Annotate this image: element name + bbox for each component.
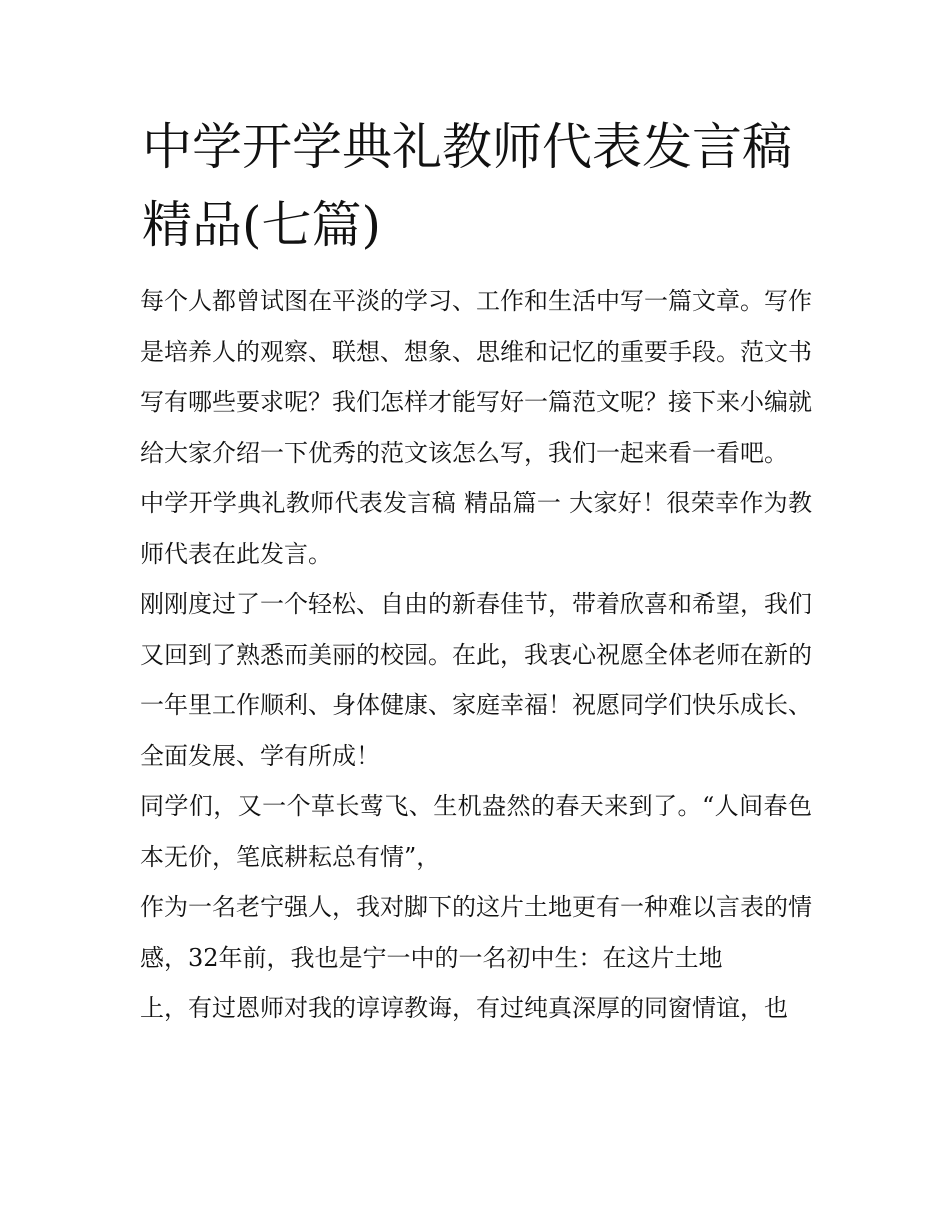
paragraph-memories: 上，有过恩师对我的谆谆教诲，有过纯真深厚的同窗情谊，也 [140,994,788,1022]
paragraph-spring: 同学们，又一个草长莺飞、生机盎然的春天来到了。“人间春色本无价，笔底耕耘总有情”， [140,792,812,871]
document-title [142,108,822,264]
paragraph-chapter-one-heading: 中学开学典礼教师代表发言稿 精品篇一 大家好！很荣幸作为教师代表在此发言。 [140,489,812,568]
title-line-2: 精品(七篇) [142,196,382,254]
document-body [140,276,812,1034]
paragraph-hometown: 作为一名老宁强人，我对脚下的这片土地更有一种难以言表的情感，32年前，我也是宁一中的一名初中生：在这片土地 [140,893,812,972]
paragraph-new-year-wishes: 刚刚度过了一个轻松、自由的新春佳节，带着欣喜和希望，我们又回到了熟悉而美丽的校园。在此，我衷心祝愿全体老师在新的一年里工作顺利、身体健康、家庭幸福！祝愿同学们快乐成长、全面发展、学有所成！ [140,590,812,770]
title-line-1: 中学开学典礼教师代表发言稿 [142,118,792,176]
paragraph-intro: 每个人都曾试图在平淡的学习、工作和生活中写一篇文章。写作是培养人的观察、联想、想象、思维和记忆的重要手段。范文书写有哪些要求呢？我们怎样才能写好一篇范文呢？接下来小编就给大家介绍一下优秀的范文该怎么写，我们一起来看一看吧。 [140,287,812,467]
